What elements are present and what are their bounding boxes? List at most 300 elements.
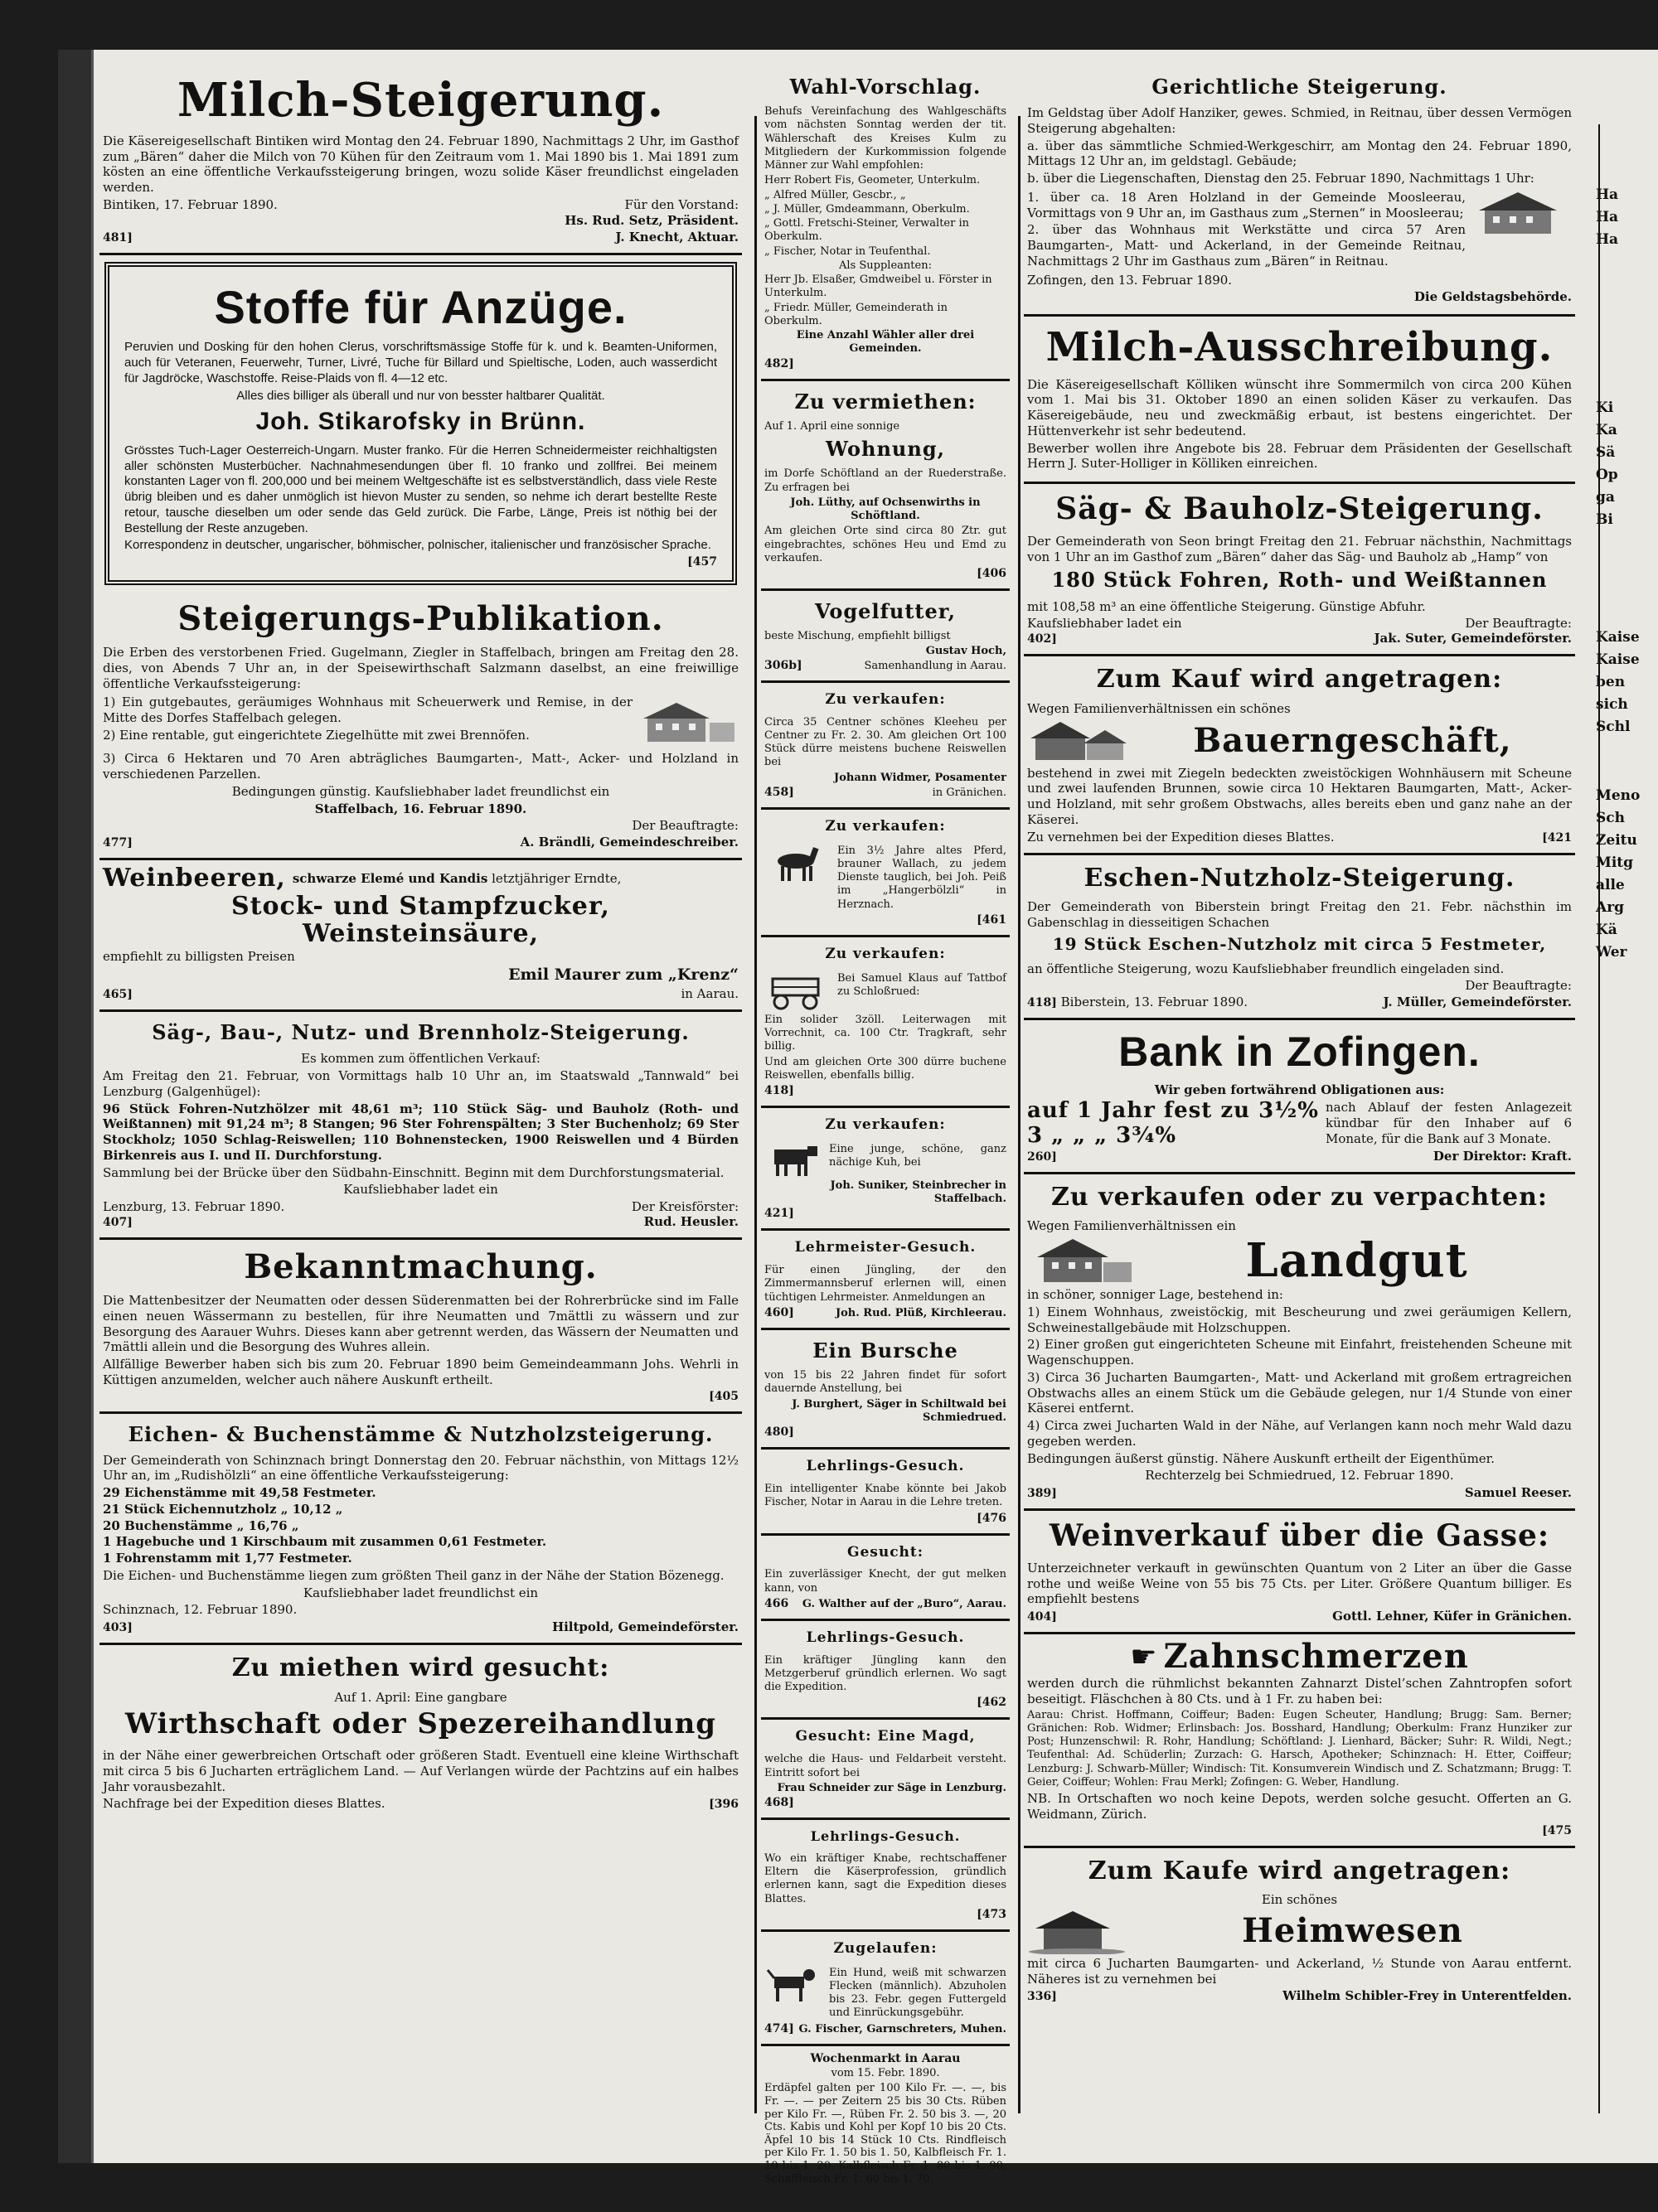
- ad-number: 468]: [764, 1796, 794, 1810]
- ad-item: 4) Circa zwei Jucharten Wald in der Nähe, auf Verlangen kann noch mehr Wald dazu gegeben werden.: [1027, 1418, 1572, 1449]
- signature-row: [103, 1619, 739, 1634]
- ad-body: Der Gemeinderath von Biberstein bringt Freitag den 21. Febr. nächsthin im Gabenschlag in diesseitigen Schachen: [1027, 899, 1572, 930]
- ad-bekanntmachung: [99, 1240, 742, 1414]
- ad-items: [1027, 188, 1466, 271]
- ad-body: Ein schönes: [1261, 1892, 1338, 1908]
- ad-eichen-buchen: [99, 1414, 742, 1646]
- ad-conditions: Kaufsliebhaber ladet ein: [343, 1182, 498, 1198]
- ad-weinbeeren: [99, 860, 742, 1012]
- ad-firm: G. Walther auf der „Buro“, Aarau.: [802, 1597, 1006, 1610]
- ad-row: Herr Jb. Elsaßer, Gmdweibel u. Förster in Unterkulm.: [764, 273, 992, 300]
- ad-number: 482]: [764, 356, 794, 370]
- ad-item: 1) Einem Wohnhaus, zweistöckig, mit Bescheurung und zwei geräumigen Kellern, Schweinestallgebäude mit Holzschuppen.: [1027, 1304, 1572, 1335]
- ad-body: im Dorfe Schöftland an der Ruederstraße. Zu erfragen bei: [764, 467, 1006, 494]
- cow-illustration: [764, 1141, 822, 1179]
- ad-title: Gesucht:: [846, 1543, 924, 1561]
- signature-row: [103, 197, 739, 212]
- signature: Rud. Heusler.: [643, 1214, 739, 1230]
- ad-title-row: [1027, 1637, 1572, 1677]
- ad-body-with-image: [764, 1141, 1006, 1179]
- ad-body: Korrespondenz in deutscher, ungarischer, böhmischer, polnischer, italienischer und französischer Sprache.: [124, 538, 711, 553]
- ad-date: Bintiken, 17. Februar 1890.: [103, 196, 278, 212]
- ad-number: 418]: [1027, 996, 1057, 1010]
- signature: Hs. Rud. Setz, Präsident.: [565, 212, 739, 228]
- signature-row: [103, 835, 739, 849]
- ad-body: Ein solider 3zöll. Leiterwagen mit Vorrechnit, ca. 100 Ctr. Tragkraft, sehr billig.: [764, 1013, 1006, 1053]
- ad-body: Der Gemeinderath von Seon bringt Freitag den 21. Februar nächsthin, Nachmittags von 1 Uhr an im Gasthof zum „Bären“ daher das Säg- und Bauholz ab „Hamp“ von: [1027, 533, 1572, 564]
- ad-body: Für einen Jüngling, der den Zimmermannsberuf erlernen will, einen tüchtigen Lehrmeister. Anmeldungen an: [764, 1264, 1006, 1304]
- ad-row: „ J. Müller, Gmdeammann, Oberkulm.: [764, 202, 970, 215]
- ad-title: Lehrmeister-Gesuch.: [794, 1239, 977, 1256]
- ad-place: Samenhandlung in Aarau.: [864, 659, 1006, 672]
- ad-zu-miethen: [99, 1645, 742, 1819]
- ad-number: 418]: [764, 1084, 794, 1098]
- ad-eschen-nutzholz: [1024, 855, 1575, 1021]
- ad-number: 458]: [764, 785, 794, 799]
- ad-title: Weinbeeren,: [103, 864, 286, 893]
- ad-number: 465]: [103, 988, 133, 1002]
- ad-body: mit circa 6 Jucharten Baumgarten- und Ackerland, ½ Stunde von Aarau entfernt. Näheres ist zu vernehmen bei: [1027, 1955, 1572, 1987]
- ad-title: Zum Kaufe wird angetragen:: [1088, 1856, 1511, 1885]
- ad-verkaufen-wagen: [761, 937, 1010, 1108]
- cut-off-text: Bi: [1596, 511, 1613, 528]
- ad-body: Die Erben des verstorbenen Fried. Gugelmann, Ziegler in Staffelbach, bringen am Freitag den 28. dies, von Abends 7 Uhr an, in der Speisewirthschaft Salzmann daselbst, an eine freiwillige öffentliche Verkaufssteigerung:: [103, 645, 739, 691]
- ad-row: 1 Fohrenstamm mit 1,77 Festmeter.: [103, 1551, 352, 1566]
- ad-item: 3) Circa 36 Jucharten Baumgarten-, Matt- und Ackerland mit großem ertragreichen Obstwachs alles an einem Stück um die Gebäude gelegen, nur 1/4 Stunde von einer Käserei entfernt.: [1027, 1369, 1572, 1416]
- ad-body: Bewerber wollen ihre Angebote bis 28. Februar dem Präsidenten der Gesellschaft Herrn J. Suter-Holliger in Kölliken einreichen.: [1027, 440, 1572, 472]
- signature-row: [764, 786, 1006, 799]
- signature-row: [764, 659, 1006, 672]
- cut-off-text: Ha: [1596, 208, 1619, 225]
- ad-conditions: Kaufsliebhaber ladet ein: [1027, 616, 1182, 632]
- ad-bauerngeschaeft: [1024, 656, 1575, 854]
- ad-number: [406: [977, 567, 1006, 581]
- scan-binding-edge: [58, 50, 91, 2163]
- ad-lehrlings-gesuch-1: [761, 1450, 1010, 1535]
- ad-number: 389]: [1027, 1487, 1057, 1501]
- ad-subtitle: [293, 871, 622, 886]
- ad-number: 466: [764, 1596, 789, 1610]
- ad-date: Rechterzelg bei Schmiedrued, 12. Februar 1890.: [1145, 1468, 1454, 1484]
- house-illustration: [1472, 188, 1572, 238]
- column-rule: [754, 116, 757, 2113]
- ad-title: Zu miethen wird gesucht:: [231, 1653, 610, 1683]
- cut-off-text: Kaise: [1596, 651, 1640, 669]
- ad-body: Auf 1. April eine sonnige: [764, 419, 900, 433]
- ad-number: 460]: [764, 1305, 794, 1319]
- ad-title: Lehrlings-Gesuch.: [806, 1458, 965, 1475]
- ad-body: Bei Samuel Klaus auf Tattbof zu Schloßrued:: [837, 971, 1006, 999]
- cut-off-text: Sä: [1596, 443, 1616, 461]
- horse-illustration: [764, 843, 831, 884]
- column-right: [1024, 66, 1575, 2011]
- ad-number: [396: [709, 1798, 739, 1812]
- signature: Hiltpold, Gemeindeförster.: [551, 1619, 739, 1635]
- ad-wahl-vorschlag: [761, 66, 1010, 381]
- ad-subtitle-b: letztjähriger Erndte,: [492, 870, 622, 886]
- signature: Samuel Reeser.: [1464, 1485, 1572, 1501]
- signature: Der Beauftragte:: [1465, 978, 1572, 994]
- ad-number: [462: [977, 1696, 1006, 1710]
- ad-row: „ Gottl. Fretschi-Steiner, Verwalter in Oberkulm.: [764, 217, 970, 244]
- ad-body: Auf 1. April: Eine gangbare: [334, 1689, 507, 1705]
- ad-magd: [761, 1720, 1010, 1820]
- ad-conditions: Kaufsliebhaber ladet freundlichst ein: [303, 1585, 539, 1600]
- ad-body: Allfällige Bewerber haben sich bis zum 20. Februar 1890 beim Gemeindeammann Johs. Wehrli in Küttigen anzumelden, welcher auch nähere Auskunft ertheilt.: [103, 1357, 739, 1387]
- ad-firm: J. Burghert, Säger in Schiltwald bei Schmiedrued.: [792, 1397, 1006, 1424]
- ad-body: NB. In Ortschaften wo noch keine Depots, werden solche gesucht. Offerten an G. Weidmann, Zürich.: [1027, 1791, 1572, 1822]
- ad-number: [475: [1542, 1823, 1572, 1837]
- signature: Wilhelm Schibler-Frey in Unterentfelden.: [1282, 1988, 1572, 2004]
- ad-subtitle-a: schwarze Elemé und Kandis: [292, 870, 488, 886]
- signature: Gottl. Lehner, Küfer in Gränichen.: [1332, 1609, 1572, 1624]
- signature-row: [1027, 616, 1572, 631]
- ad-headline: Wirthschaft oder Spezereihandlung: [124, 1707, 717, 1741]
- ad-body: Erdäpfel galten per 100 Kilo Fr. —. —, bis Fr. —. — per Zeitern 25 bis 30 Cts. Rüben per Kilo Fr. —, Rüben Fr. 2. 50 bis 3. —, 20 Cts. Kabis und Kohl per Kopf 10 bis 20 Cts. Äpfel 10 bis 14 Stück 10 Cts. Rindfleisch per Kilo Fr. 1. 50 bis 1. 50, Kalbfleisch Fr. 1. 10 bis 1. 20, Kalbfleisch Fr. 1. 80 bis 1. 90, Schaffleisch Fr. 1. 60 bis 1. 70.: [764, 2082, 1006, 2185]
- ad-title: Milch-Steigerung.: [177, 73, 665, 128]
- ad-gerichtliche-steigerung: [1024, 66, 1575, 317]
- ad-gesucht-knecht: [761, 1536, 1010, 1621]
- ad-number: [457: [687, 555, 717, 569]
- signature-row: [1027, 830, 1572, 845]
- ad-title: Zu vermiethen:: [794, 389, 977, 414]
- ad-title: Zu verkaufen:: [825, 817, 946, 835]
- signature: Der Direktor: Kraft.: [1433, 1148, 1572, 1164]
- signature: Der Beauftragte:: [1465, 616, 1572, 632]
- ad-title: Gerichtliche Steigerung.: [1151, 75, 1447, 99]
- ad-body: in der Nähe einer gewerbreichen Ortschaft oder größeren Stadt. Eventuell eine kleine Wirthschaft mit circa 5 bis 6 Jucharten erträglichem Land. — Auf Verlangen würde der Pachtzins auf ein halbes Jahr vorausbezahlt.: [103, 1748, 739, 1794]
- column-rule: [1018, 116, 1020, 2113]
- ad-row: „ Alfred Müller, Gescbr., „: [764, 188, 906, 201]
- ad-zahnschmerzen: [1024, 1634, 1575, 1848]
- signature-row: [764, 1597, 1006, 1610]
- ad-note: nach Ablauf der festen Anlagezeit kündbar für den Inhaber auf 6 Monate, für die Bank auf 3 Monate.: [1326, 1100, 1572, 1146]
- ad-body: Circa 35 Centner schönes Kleeheu per Centner zu Fr. 2. 30. Am gleichen Ort 100 Stück dürre meistens buchene Reiswellen bei: [764, 715, 1006, 769]
- signature: J. Knecht, Aktuar.: [615, 229, 739, 244]
- ad-number: [461: [977, 912, 1006, 927]
- ad-title: Zugelaufen:: [833, 1939, 938, 1957]
- ad-lehrlings-gesuch-2: [761, 1621, 1010, 1721]
- ad-title: Zu verkaufen oder zu verpachten:: [1050, 1182, 1549, 1212]
- ad-body: Sammlung bei der Brücke über den Südbahn-Einschnitt. Beginn mit dem Durchforstungsmaterial.: [103, 1164, 725, 1180]
- house-illustration: [639, 696, 739, 746]
- ad-firm: Joh. Lüthy, auf Ochsenwirths in Schöftland.: [790, 496, 981, 523]
- signature: J. Müller, Gemeindeförster.: [1383, 995, 1572, 1010]
- ad-landgut: [1024, 1174, 1575, 1511]
- ad-title: Weinverkauf über die Gasse:: [1049, 1518, 1550, 1554]
- ad-title: Zum Kauf wird angetragen:: [1096, 665, 1503, 695]
- cut-off-text: Ka: [1596, 421, 1617, 438]
- ad-body: in schöner, sonniger Lage, bestehend in:: [1027, 1287, 1283, 1303]
- ad-body: Der Gemeinderath von Schinznach bringt Donnerstag den 20. Februar nächsthin, von Mittags 12½ Uhr an, im „Rudishölzli“ an eine öffentliche Verkaufssteigerung:: [103, 1452, 739, 1484]
- ad-title: Wahl-Vorschlag.: [789, 75, 982, 99]
- ad-body: Die Eichen- und Buchenstämme liegen zum größten Theil ganz in der Nähe der Station Bözenegg.: [103, 1567, 725, 1583]
- ad-stoffe: [104, 262, 737, 586]
- ad-number: [473: [977, 1907, 1006, 1921]
- ad-title: Steigerungs-Publikation.: [177, 599, 664, 639]
- ad-weinverkauf: [1024, 1511, 1575, 1634]
- ad-date: Staffelbach, 16. Februar 1890.: [314, 801, 527, 816]
- cut-off-text: Wer: [1596, 943, 1627, 961]
- signature-row: [1027, 1609, 1572, 1624]
- ad-item: 2) Einer großen gut eingerichteten Scheune mit Einfahrt, freistehenden Scheune mit Wagenschuppen.: [1027, 1337, 1572, 1368]
- ad-row: „ Fischer, Notar in Teufenthal.: [764, 244, 931, 258]
- ad-zu-vermiethen: [761, 381, 1010, 591]
- ad-title: Wochenmarkt in Aarau: [810, 2051, 961, 2065]
- ad-firm: Frau Schneider zur Säge in Lenzburg.: [777, 1781, 1006, 1794]
- ad-item: a. über das sämmtliche Schmied-Werkgeschirr, am Montag den 24. Februar 1890, Mittags 12 Uhr an, im geldstagl. Gebäude;: [1027, 138, 1572, 169]
- cut-off-text: Sch: [1596, 810, 1625, 827]
- signature: Die Geldstagsbehörde.: [1413, 289, 1572, 305]
- cut-off-text: Ha: [1596, 230, 1619, 248]
- signature-row: [103, 1199, 739, 1214]
- ad-body: Wir geben fortwährend Obligationen aus:: [1154, 1082, 1445, 1097]
- ad-number: 260]: [1027, 1150, 1057, 1164]
- ad-body: Ein kräftiger Jüngling kann den Metzgerberuf gründlich erlernen. Wo sagt die Expedition.: [764, 1653, 1006, 1694]
- signature-row: [103, 1796, 739, 1811]
- ad-title: Lehrlings-Gesuch.: [810, 1828, 961, 1845]
- ad-body: Grösstes Tuch-Lager Oesterreich-Ungarn. Muster franko. Für die Herren Schneidermeister reichhaltigsten aller schönsten Musterbücher. Nachnahmesendungen über fl. 10 franko und zollfrei. Bei meinem konstanten Lager von fl. 200,000 und bei meinem Weltgeschäfte ist es selbstverständlich, dass viele Reste übrig bleiben und es daher unmöglich ist hievon Muster zu senden, so nehme ich derart bestellte Reste retour, tausche dieselben um oder sende das Geld zurück. Die Farbe, Länge, Preis ist nöthig bei der Bestellung der Reste anzugeben.: [124, 443, 717, 535]
- rate-1: auf 1 Jahr fest zu 3½%: [1027, 1098, 1319, 1124]
- ad-title: Lehrlings-Gesuch.: [806, 1629, 965, 1646]
- ad-row: Herr Robert Fis, Geometer, Unterkulm.: [764, 174, 981, 187]
- ad-body-with-image: [764, 1965, 1006, 2022]
- ad-headline: Bauerngeschäft,: [1193, 721, 1512, 761]
- ad-body: Peruvien und Dosking für den hohen Clerus, vorschriftsmässige Stoffe für k. und k. Beamten-Uniformen, auch für Veteranen, Feuerwehr, Turner, Livré, Tuche für Billard und Spieltische, Loden, auch wasserdicht für Jagdröcke, Waschstoffe. Reise-Plaids von fl. 4—12 etc.: [124, 340, 717, 385]
- ad-body: Ein 3½ Jahre altes Pferd, brauner Wallach, zu jedem Dienste tauglich, bei Joh. Peiß im „Hangerbölzli“ in Herznach.: [837, 844, 1006, 911]
- signature-row: [1027, 995, 1572, 1009]
- cut-off-text: sich: [1596, 696, 1628, 714]
- signature: Eine Anzahl Wähler aller drei Gemeinden.: [796, 329, 975, 356]
- ad-body: mit 108,58 m³ an eine öffentliche Steigerung. Günstige Abfuhr.: [1027, 598, 1426, 614]
- signature: Jak. Suter, Gemeindeförster.: [1374, 631, 1572, 646]
- ad-verkaufen-heu: [761, 683, 1010, 810]
- ad-date: Schinznach, 12. Februar 1890.: [103, 1602, 298, 1618]
- ad-title: Vogelfutter,: [814, 599, 957, 624]
- ad-saeg-bauholz-steigerung: [1024, 484, 1575, 656]
- ad-headline: Wohnung,: [826, 437, 945, 462]
- ad-lehrmeister: [761, 1231, 1010, 1330]
- ad-item: 1) Ein gutgebautes, geräumiges Wohnhaus mit Scheuerwerk und Remise, in der Mitte des Dorfes Staffelbach gelegen.: [103, 695, 633, 726]
- ad-headline-row: [1027, 719, 1572, 764]
- wagon-illustration: [764, 970, 831, 1012]
- ad-steigerungs-publikation: [99, 592, 742, 860]
- ad-date: Lenzburg, 13. Februar 1890.: [103, 1199, 285, 1215]
- ad-title: Gesucht: Eine Magd,: [795, 1728, 976, 1745]
- ad-body: von 15 bis 22 Jahren findet für sofort dauernde Anstellung, bei: [764, 1369, 1006, 1396]
- ad-title: Weinsteinsäure,: [302, 919, 540, 949]
- ad-body: Alles dies billiger als überall und nur von besster haltbarer Qualität.: [236, 388, 605, 403]
- farmhouse-illustration: [1027, 719, 1127, 764]
- rate-2: 3 „ „ „ 3¾%: [1027, 1122, 1177, 1148]
- signature: Der Kreisförster:: [631, 1199, 739, 1215]
- ad-items-with-image: [103, 693, 739, 749]
- cut-off-text: ben: [1596, 674, 1626, 691]
- cut-off-text: Kä: [1596, 921, 1617, 938]
- ad-body: Am Freitag den 21. Februar, von Vormittags halb 10 Uhr an, im Staatswald „Tannwald“ bei Lenzburg (Galgenhügel):: [103, 1068, 739, 1099]
- ad-title: Zahnschmerzen: [1163, 1637, 1469, 1677]
- ad-conditions: Bedingungen günstig. Kaufsliebhaber ladet freundlichst ein: [231, 783, 610, 799]
- ad-row: „ Friedr. Müller, Gemeinderath in Oberkulm.: [764, 301, 948, 327]
- ad-row: 1 Hagebuche und 1 Kirschbaum mit zusammen 0,61 Festmeter.: [103, 1534, 547, 1550]
- ad-item: b. über die Liegenschaften, Dienstag den 25. Februar 1890, Nachmittags 1 Uhr:: [1027, 171, 1534, 186]
- ad-milch-ausschreibung: [1024, 317, 1575, 484]
- ad-body-with-image: [764, 843, 1006, 913]
- ad-heimwesen: [1024, 1848, 1575, 2012]
- ad-body: Wegen Familienverhältnissen ein: [1027, 1218, 1236, 1234]
- signature-row: [103, 230, 739, 244]
- ad-verkaufen-kuh: [761, 1108, 1010, 1231]
- ad-body: Im Geldstag über Adolf Hanziker, gewes. Schmied, in Reitnau, über dessen Vermögen Steigerung abgehalten:: [1027, 105, 1572, 136]
- ad-title: Bank in Zofingen.: [1118, 1029, 1481, 1076]
- rates: [1027, 1098, 1319, 1149]
- ad-body: welche die Haus- und Feldarbeit versteht. Eintritt sofort bei: [764, 1753, 1006, 1779]
- ad-row: Als Suppleanten:: [839, 259, 932, 272]
- ad-headline-row: [1027, 1232, 1572, 1288]
- signature-row: [1027, 1149, 1572, 1164]
- signature: Der Beauftragte:: [632, 818, 739, 834]
- ad-number: [405: [709, 1389, 739, 1403]
- ad-title: Eschen-Nutzholz-Steigerung.: [1084, 863, 1515, 893]
- ad-zugelaufen: [761, 1932, 1010, 2046]
- ad-body: Ein Hund, weiß mit schwarzen Flecken (männlich). Abzuholen bis 23. Febr. gegen Futtergeld und Einrückungsgebühr.: [829, 1966, 1006, 2020]
- ad-item: 2. über das Wohnhaus mit Werkstätte und circa 57 Aren Baumgarten-, Matt- und Ackerland, in der Gemeinde Reitnau, Nachmittags 2 Uhr im Gasthaus zum „Bären“ in Reitnau.: [1027, 222, 1466, 269]
- cut-off-text: Arg: [1596, 898, 1625, 916]
- cut-off-text: Op: [1596, 466, 1618, 483]
- ad-items-with-image: [1027, 188, 1572, 271]
- signature: A. Brändli, Gemeindeschreiber.: [520, 835, 739, 850]
- ad-headline: 180 Stück Fohren, Roth- und Weißtannen: [1051, 568, 1548, 593]
- ad-body: Eine junge, schöne, ganz nächige Kuh, bei: [829, 1142, 1006, 1169]
- ad-number: 336]: [1027, 1990, 1057, 2004]
- ad-body: Unterzeichneter verkauft in gewünschten Quantum von 2 Liter an über die Gasse rothe und weiße Weine von 55 bis 75 Cts. per Liter. Größere Quantum billiger. Es empfiehlt bestens: [1027, 1560, 1572, 1607]
- ad-footer: Nachfrage bei der Expedition dieses Blattes.: [103, 1796, 385, 1812]
- cut-off-text: Ki: [1596, 399, 1614, 416]
- ad-firm: Joh. Rud. Plüß, Kirchleerau.: [835, 1306, 1006, 1319]
- ad-number: 474]: [764, 2021, 794, 2035]
- cut-off-text: ga: [1596, 488, 1615, 506]
- ad-date: Zofingen, den 13. Februar 1890.: [1027, 272, 1233, 288]
- ad-body: Die Mattenbesitzer der Neumatten oder dessen Süderenmatten bei der Rohrerbrücke sind im Falle einen neuen Wässermann zu bestellen, für ihre Neumatten und 7mättli zu wässern und zur Besorgung des Aarauer Wuhrs. Dieses kann aber getrennt werden, das Wässern der Neumatten und 7mättli allein und die Besorgung des Wuhres allein.: [103, 1293, 739, 1355]
- ad-body: Wo ein kräftiger Knabe, rechtschaffener Eltern die Käserprofession, gründlich erlernen kann, sagt die Expedition dieses Blattes.: [764, 1851, 1006, 1905]
- ad-title: Milch-Ausschreibung.: [1045, 324, 1554, 371]
- signature-row: [1027, 631, 1572, 646]
- ad-body: Ein zuverlässiger Knecht, der gut melken kann, von: [764, 1568, 1006, 1595]
- ad-wochenmarkt: [761, 2046, 1010, 2196]
- ad-verkaufen-pferd: [761, 810, 1010, 937]
- ad-row: 29 Eichenstämme mit 49,58 Festmeter.: [103, 1485, 376, 1501]
- ad-title: Stoffe für Anzüge.: [214, 280, 628, 333]
- ad-body: Und am gleichen Orte 300 dürre buchene Reiswellen, ebenfalls billig.: [764, 1055, 1006, 1082]
- ad-number: 407]: [103, 1216, 133, 1230]
- signature-row: [764, 1306, 1006, 1319]
- ad-footer: Zu vernehmen bei der Expedition dieses Blattes.: [1027, 829, 1335, 845]
- signature-row: [103, 986, 739, 1001]
- ad-body: Am gleichen Orte sind circa 80 Ztr. gut eingebrachtes, schönes Heu und Emd zu verkaufen.: [764, 525, 1006, 564]
- ad-title: Säg- & Bauholz-Steigerung.: [1055, 491, 1544, 527]
- ad-firm: Joh. Stikarofsky in Brünn.: [255, 408, 586, 436]
- signature-row: [103, 1214, 739, 1229]
- ad-firm: Joh. Suniker, Steinbrecher in Staffelbach.: [830, 1179, 1006, 1206]
- cut-off-text: Mitg: [1596, 854, 1634, 871]
- ad-rates: [1027, 1098, 1572, 1149]
- ad-number: 402]: [1027, 632, 1057, 646]
- ad-row: 21 Stück Eichennutzholz „ 10,12 „: [103, 1501, 343, 1517]
- ad-number: 480]: [764, 1425, 794, 1440]
- cut-off-text: alle: [1596, 876, 1625, 893]
- ad-lehrlings-gesuch-3: [761, 1820, 1010, 1932]
- column-left: [99, 66, 742, 1819]
- ad-date-group: [1027, 995, 1248, 1009]
- signature-row: [1027, 1485, 1572, 1500]
- ad-date: Biberstein, 13. Februar 1890.: [1060, 995, 1248, 1010]
- ad-body: empfiehlt zu billigsten Preisen: [103, 948, 295, 964]
- ad-body: bestehend in zwei mit Ziegeln bedeckten zweistöckigen Wohnhäusern mit Scheune und zwei laufenden Brunnen, sowie circa 10 Hektaren Baumgarten, Matt-, Acker- und Holzland, mit sehr großem Obstwachs, alles bereits eben und ganz nahe an der Käserei.: [1027, 765, 1572, 827]
- ad-date: vom 15. Febr. 1890.: [831, 2067, 940, 2080]
- homestead-illustration: [1027, 1909, 1127, 1954]
- ad-number: [476: [977, 1511, 1006, 1525]
- cut-off-text: Kaise: [1596, 629, 1640, 646]
- ad-vogelfutter: [761, 591, 1010, 683]
- ad-title-row: [103, 865, 739, 892]
- ad-body: werden durch die rühmlichst bekannten Zahnarzt Distel’schen Zahntropfen sofort beseitigt. Fläschchen à 80 Cts. und à 1 Fr. zu haben bei:: [1027, 1676, 1572, 1706]
- ad-body: Wegen Familienverhältnissen ein schönes: [1027, 700, 1291, 716]
- cut-off-column: [1596, 182, 1646, 962]
- signature: Für den Vorstand:: [624, 196, 739, 212]
- ad-item: 3) Circa 6 Hektaren und 70 Aren abträgliches Baumgarten-, Matt-, Acker- und Holzland in verschiedenen Parzellen.: [103, 751, 739, 782]
- ad-body: Behufs Vereinfachung des Wahlgeschäfts vom nächsten Sonntag werden der tit. Wählerschaft des Kreises Kulm zu Mitgliedern der Kurkommission folgende Männer zur Wahl empfohlen:: [764, 105, 1006, 172]
- ad-place: in Gränichen.: [932, 786, 1006, 799]
- ad-headline: Landgut: [1245, 1232, 1468, 1288]
- cut-off-text: Ha: [1596, 186, 1619, 203]
- ad-body: 96 Stück Fohren-Nutzhölzer mit 48,61 m³; 110 Stück Säg- und Bauholz (Roth- und Weißtannen) mit 91,24 m³; 8 Stangen; 96 Ster Fohrenspälten; 3 Ster Buchenholz; 69 Ster Stockholz; 1050 Schlag-Reiswellen; 110 Bohnenstecken, 1900 Reiswellen und 4 Bürden Birkenreis aus I. und II. Durchforstung.: [103, 1101, 739, 1163]
- ad-conditions: Bedingungen äußerst günstig. Nähere Auskunft ertheilt der Eigenthümer.: [1027, 1450, 1495, 1466]
- ad-body: Ein intelligenter Knabe könnte bei Jakob Fischer, Notar in Aarau in die Lehre treten.: [764, 1483, 1006, 1509]
- ad-title: Zu verkaufen:: [825, 1116, 946, 1134]
- ad-title: Eichen- & Buchenstämme & Nutzholzsteigerung.: [128, 1421, 714, 1446]
- ad-item: 1. über ca. 18 Aren Holzland in der Gemeinde Moosleerau, Vormittags von 9 Uhr an, im Gasthaus zum „Sternen“ in Moosleerau;: [1027, 189, 1466, 220]
- ad-firm: G. Fischer, Garnschreters, Muhen.: [798, 2022, 1006, 2035]
- ad-title: Stock- und Stampfzucker,: [231, 891, 610, 921]
- ad-place: in Aarau.: [681, 986, 739, 1002]
- ad-body: Die Käsereigesellschaft Bintiken wird Montag den 24. Februar 1890, Nachmittags 2 Uhr, im Gasthof zum „Bären“ daher die Milch von 70 Kühen für den Zeitraum vom 1. Mai 1890 bis 1. Mai 1891 zum kösten an eine öffentliche Verkaufssteigerung bringen, wozu solide Käser freundlichst eingeladen werden.: [103, 133, 739, 196]
- signature-row: [764, 2022, 1006, 2035]
- cut-off-text: Meno: [1596, 787, 1641, 805]
- ad-number: 403]: [103, 1621, 133, 1635]
- ad-bursche: [761, 1330, 1010, 1450]
- dog-illustration: [764, 1965, 822, 2006]
- ad-body: beste Mischung, empfiehlt billigst: [764, 630, 951, 643]
- ad-bank-zofingen: [1024, 1020, 1575, 1174]
- ad-title: Ein Bursche: [812, 1338, 958, 1363]
- cut-off-text: Zeitu: [1596, 832, 1637, 849]
- ad-items: [103, 693, 633, 744]
- column-middle: [761, 66, 1010, 2195]
- ad-body: Die Käsereigesellschaft Kölliken wünscht ihre Sommermilch von circa 200 Kühen vom 1. Mai bis 31. Oktober 1890 an einen soliden Käser zu verkaufen. Das Käsereigebäude, neu und zweckmäßig erbaut, ist bestens eingerichtet. Der Hüttenverkehr ist sehr bedeutend.: [1027, 376, 1572, 438]
- ad-firm: Gustav Hoch,: [925, 644, 1006, 657]
- ad-headline: Heimwesen: [1242, 1911, 1463, 1951]
- ad-saeg-bau-steigerung: [99, 1012, 742, 1240]
- ad-headline: 19 Stück Eschen-Nutzholz mit circa 5 Festmeter,: [1052, 933, 1547, 954]
- ad-body: an öffentliche Steigerung, wozu Kaufsliebhaber freundlich eingeladen sind.: [1027, 961, 1505, 976]
- ad-headline-row: [1027, 1909, 1572, 1954]
- ad-title: Säg-, Bau-, Nutz- und Brennholz-Steigerung.: [152, 1020, 690, 1045]
- ad-number: 421]: [764, 1207, 794, 1221]
- ad-body: Aarau: Christ. Hoffmann, Coiffeur; Baden: Eugen Scheuter, Handlung; Brugg: Sam. Berner; Gränichen: Rob. Widmer; Erlinsbach: Jos. Bosshard, Handlung; Oberkulm: Franz Hunziker zur Post; Hunzenschwil: R. Rohr, Handlung; Schöftland: J. Lienhard, Bäcker; Suhr: R. Wildi, Negt.; Teufenthal: Ad. Schüderlin; Zurzach: G. Harsch, Apotheker; Schinznach: H. Etter, Coiffeur; Lenzburg: J. Schwarb-Müller; Windisch: Tit. Konsumverein Windisch und Z. Schatzmann; Brugg: T. Geier, Coiffeur; Wohlen: Frau Merkl; Zofingen: G. Weber, Handlung.: [1027, 1708, 1572, 1788]
- ad-firm: Emil Maurer zum „Krenz“: [508, 966, 739, 985]
- ad-item: 2) Eine rentable, gut eingerichtete Ziegelhütte mit zwei Brennöfen.: [103, 727, 530, 743]
- ad-title: Zu verkaufen:: [825, 690, 946, 708]
